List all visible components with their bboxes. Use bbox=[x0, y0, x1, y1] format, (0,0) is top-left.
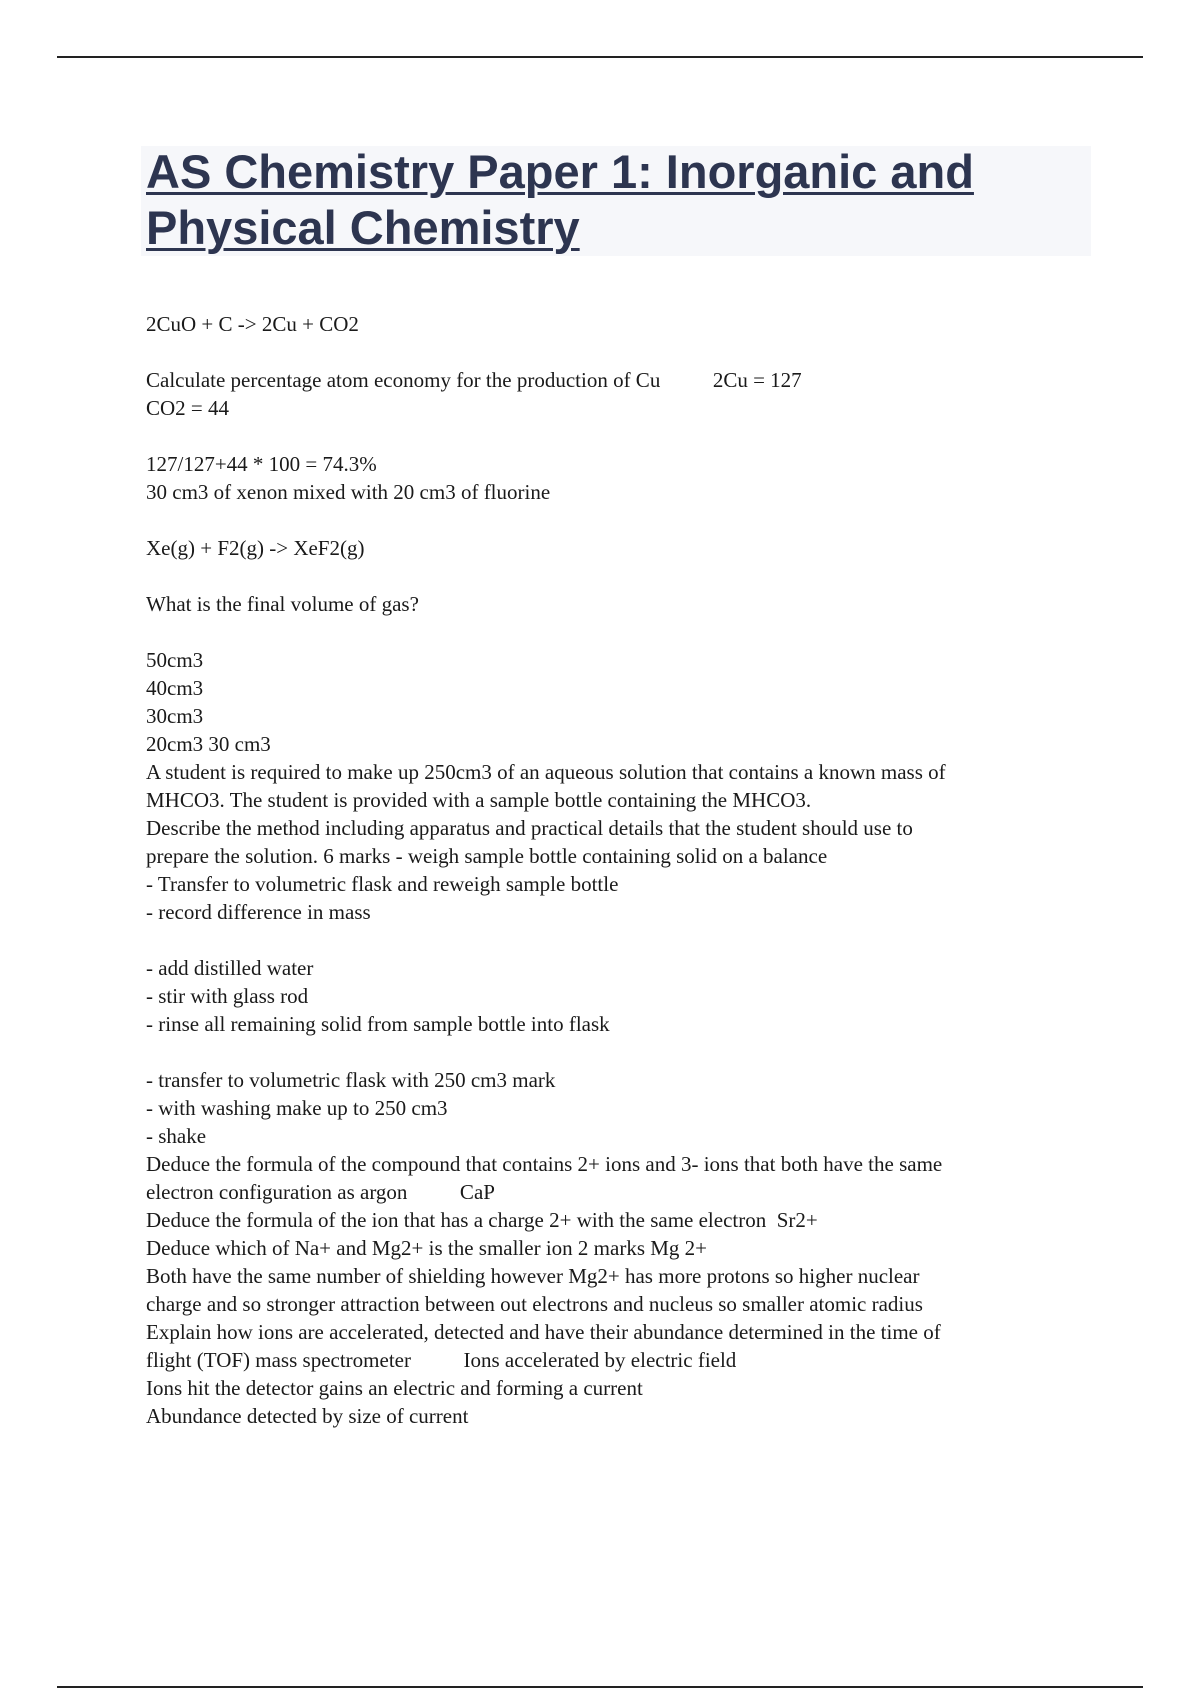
text-line: prepare the solution. 6 marks - weigh sample bottle containing solid on a balance bbox=[146, 844, 828, 868]
text-line: - with washing make up to 250 cm3 bbox=[146, 1096, 448, 1120]
text-line: 40cm3 bbox=[146, 676, 204, 700]
text-line: - Transfer to volumetric flask and reweigh sample bottle bbox=[146, 872, 619, 896]
text-line: Describe the method including apparatus and practical details that the student should use to bbox=[146, 816, 913, 840]
text-line: 20cm3 30 cm3 bbox=[146, 732, 271, 756]
text-line: 50cm3 bbox=[146, 648, 204, 672]
text-line: Explain how ions are accelerated, detected and have their abundance determined in the time of bbox=[146, 1320, 941, 1344]
text-line: Xe(g) + F2(g) -> XeF2(g) bbox=[146, 536, 365, 560]
blank-line bbox=[146, 422, 1086, 450]
text-line: 30cm3 bbox=[146, 704, 204, 728]
text-line: flight (TOF) mass spectrometer Ions accelerated by electric field bbox=[146, 1348, 737, 1372]
text-line: A student is required to make up 250cm3 of an aqueous solution that contains a known mass of bbox=[146, 760, 946, 784]
text-line: 127/127+44 * 100 = 74.3% bbox=[146, 452, 377, 476]
document-body bbox=[146, 310, 1086, 1430]
text-line: - add distilled water bbox=[146, 956, 314, 980]
text-line: Abundance detected by size of current bbox=[146, 1404, 469, 1428]
text-line: CO2 = 44 bbox=[146, 396, 230, 420]
blank-line bbox=[146, 926, 1086, 954]
text-line: - rinse all remaining solid from sample bottle into flask bbox=[146, 1012, 610, 1036]
text-line: Deduce the formula of the ion that has a charge 2+ with the same electron Sr2+ bbox=[146, 1208, 818, 1232]
text-line: Both have the same number of shielding however Mg2+ has more protons so higher nuclear bbox=[146, 1264, 920, 1288]
bottom-rule bbox=[57, 1686, 1143, 1688]
text-line: MHCO3. The student is provided with a sample bottle containing the MHCO3. bbox=[146, 788, 812, 812]
text-line: - stir with glass rod bbox=[146, 984, 309, 1008]
blank-line bbox=[146, 562, 1086, 590]
blank-line bbox=[146, 338, 1086, 366]
text-line: Ions hit the detector gains an electric and forming a current bbox=[146, 1376, 643, 1400]
document-title: AS Chemistry Paper 1: Inorganic and Physical Chemistry bbox=[146, 145, 974, 254]
top-rule bbox=[57, 56, 1143, 58]
text-line: - transfer to volumetric flask with 250 cm3 mark bbox=[146, 1068, 556, 1092]
text-line: Calculate percentage atom economy for the production of Cu 2Cu = 127 bbox=[146, 368, 802, 392]
text-line: Deduce the formula of the compound that contains 2+ ions and 3- ions that both have the same bbox=[146, 1152, 943, 1176]
text-line: Deduce which of Na+ and Mg2+ is the smaller ion 2 marks Mg 2+ bbox=[146, 1236, 708, 1260]
text-line: - shake bbox=[146, 1124, 207, 1148]
text-line: 30 cm3 of xenon mixed with 20 cm3 of fluorine bbox=[146, 480, 551, 504]
text-line: charge and so stronger attraction between out electrons and nucleus so smaller atomic radius bbox=[146, 1292, 923, 1316]
text-line: 2CuO + C -> 2Cu + CO2 bbox=[146, 312, 359, 336]
text-line: What is the final volume of gas? bbox=[146, 592, 419, 616]
text-line: electron configuration as argon CaP bbox=[146, 1180, 495, 1204]
text-line: - record difference in mass bbox=[146, 900, 371, 924]
blank-line bbox=[146, 618, 1086, 646]
blank-line bbox=[146, 506, 1086, 534]
blank-line bbox=[146, 1038, 1086, 1066]
